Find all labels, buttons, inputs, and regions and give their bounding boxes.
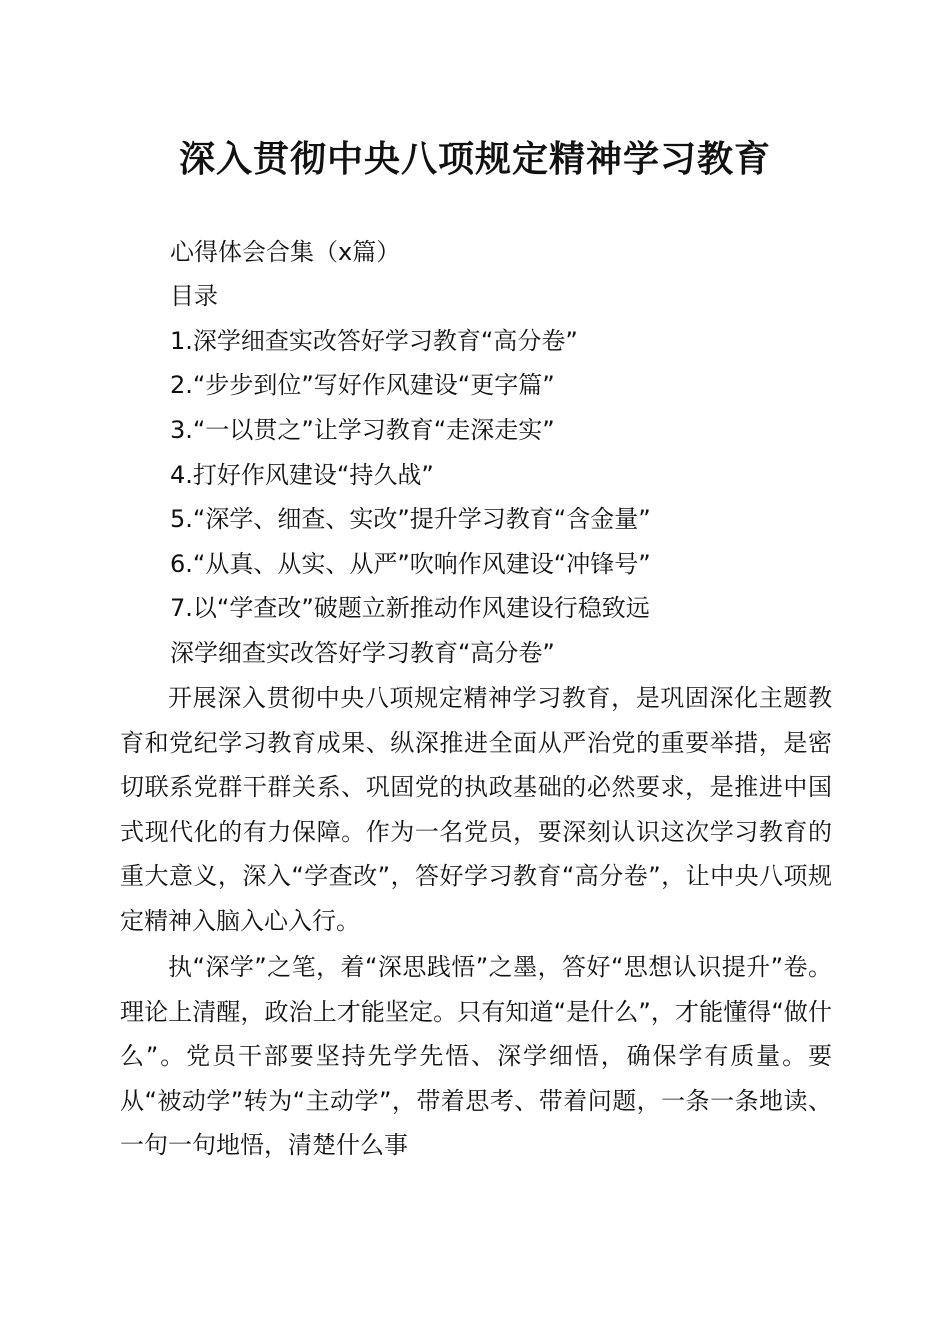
toc-item: 6.“从真、从实、从严”吹响作风建设“冲锋号”	[170, 550, 651, 578]
toc-item: 5.“深学、细查、实改”提升学习教育“含金量”	[170, 505, 651, 533]
toc-item: 2.“步步到位”写好作风建设“更字篇”	[170, 371, 555, 399]
toc-item: 7.以“学查改”破题立新推动作风建设行稳致远	[170, 594, 650, 622]
toc-item: 4.打好作风建设“持久战”	[170, 461, 434, 489]
toc-item: 1.深学细查实改答好学习教育“高分卷”	[170, 327, 578, 355]
body-paragraph: 执“深学”之笔，着“深思践悟”之墨，答好“思想认识提升”卷。理论上清醒，政治上才能坚定。只有知道“是什么”，才能懂得“做什么”。党员干部要坚持先学先悟、深学细悟，确保学有质量。要从“被动学”转为“主动学”，带着思考、带着问题，一条一条地读、一句一句地悟，清楚什么事	[120, 953, 832, 1160]
document-title: 深入贯彻中央八项规定精神学习教育	[178, 138, 771, 180]
document-subtitle: 心得体会合集（x篇）	[170, 238, 401, 266]
toc-item: 3.“一以贯之”让学习教育“走深走实”	[170, 416, 555, 444]
toc-heading: 目录	[170, 282, 218, 310]
body-paragraph: 开展深入贯彻中央八项规定精神学习教育，是巩固深化主题教育和党纪学习教育成果、纵深推进全面从严治党的重要举措，是密切联系党群干群关系、巩固党的执政基础的必然要求，是推进中国式现代化的有力保障。作为一名党员，要深刻认识这次学习教育的重大意义，深入“学查改”，答好学习教育“高分卷”，让中央八项规定精神入脑入心入行。	[120, 684, 832, 935]
section-title: 深学细查实改答好学习教育“高分卷”	[170, 639, 555, 667]
